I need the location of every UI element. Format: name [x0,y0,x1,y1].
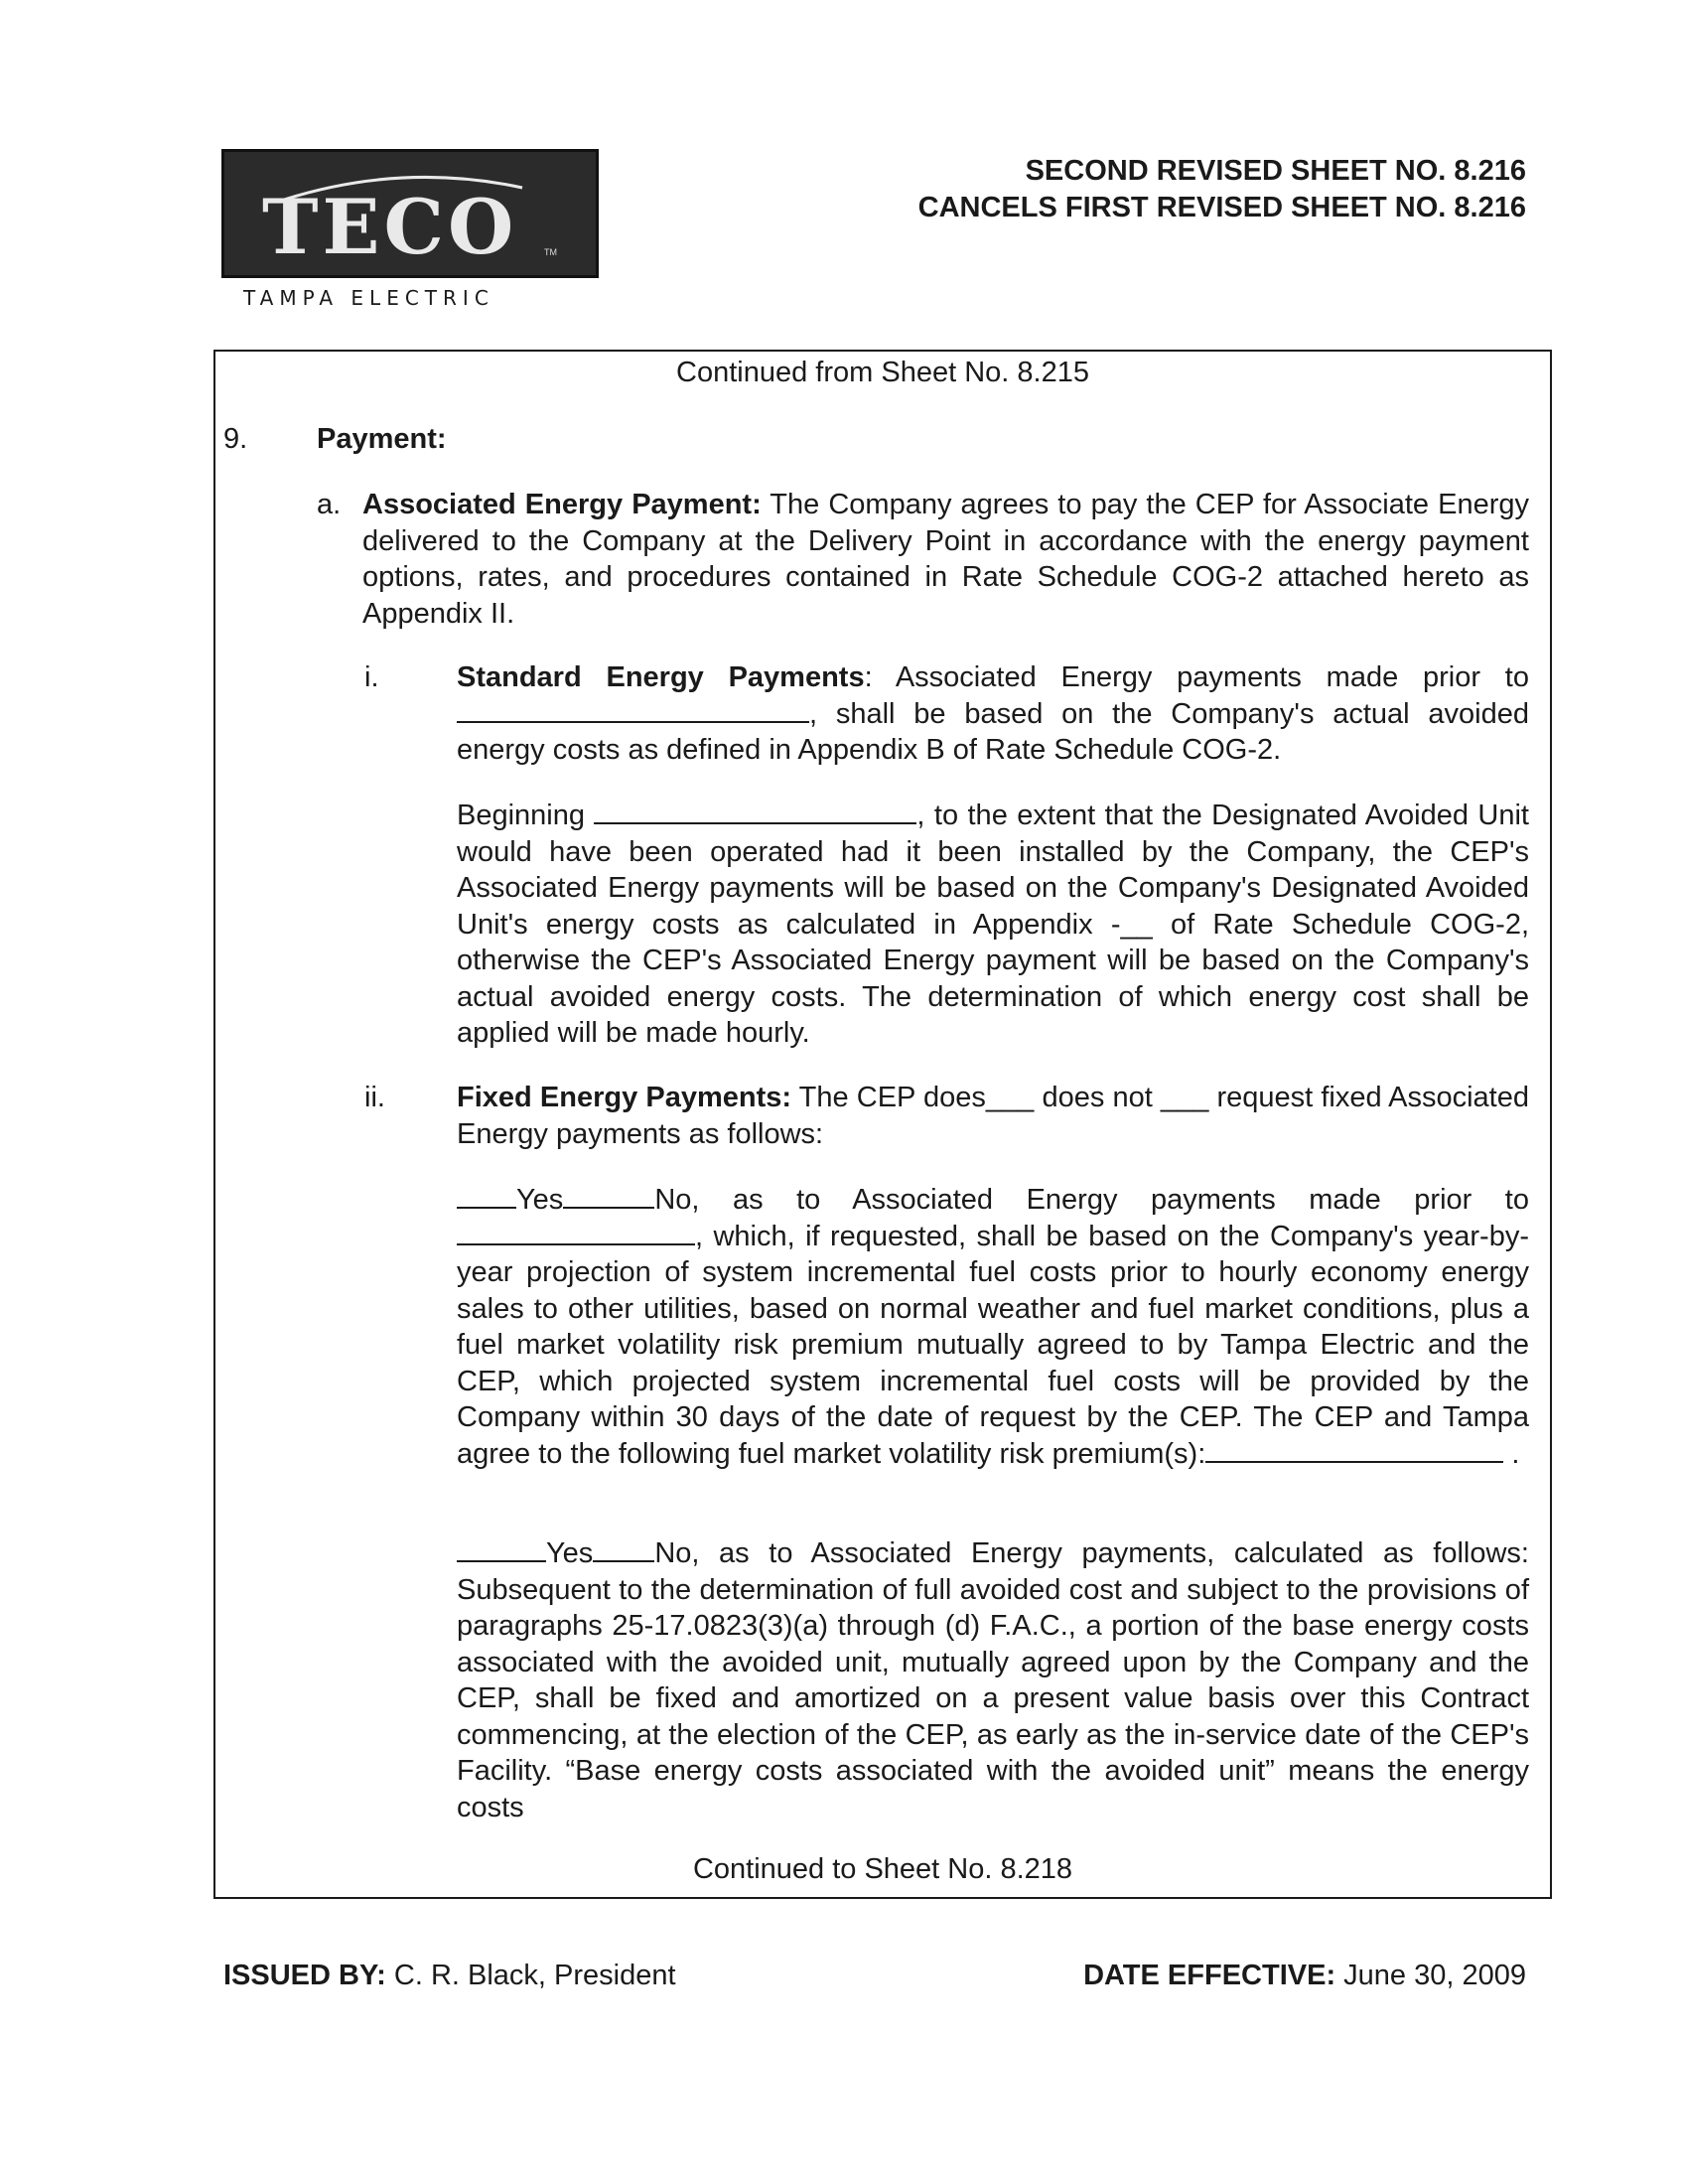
item-ii-heading: Fixed Energy Payments: [457,1082,792,1113]
issued-by [223,1960,676,1992]
item-a-heading: Associated Energy Payment: [362,489,762,520]
item-i-date-blank [457,696,809,723]
issued-by-label: ISSUED BY: [223,1960,386,1991]
item-i-text-1: : Associated Energy payments made prior to [864,661,1529,693]
trademark-mark: TM [544,247,557,257]
option-2-yes-blank [457,1535,546,1562]
sheet-number-line: SECOND REVISED SHEET NO. 8.216 [1025,155,1526,187]
item-i-beginning-blank [594,798,916,824]
item-ii-paragraph [457,1080,1529,1152]
section-title-text: Payment: [317,423,447,455]
item-i-paragraph [457,659,1529,769]
section-title [317,421,447,458]
option-1-no-blank [563,1182,654,1209]
company-logo [221,149,599,278]
option-1-rest: , which, if requested, shall be based on the Company's year-by-year projection of system incremental fuel costs prior to hourly economy energy sales to other utilities, based on normal weather and fuel market conditions, plus a fuel market volatility risk premium mutually agreed to by Tampa Electric and the CEP, which projected system incremental fuel costs will be provided by the Company within 30 days of the date of request by the CEP. The CEP and Tampa agree to the following fuel market volatility risk premium(s): [457,1220,1529,1470]
option-2-no: No, as to Associated Energy payments, calculated as follows: Subsequent to the determination of full avoided cost and subject to the provisions of paragraphs 25-17.0823(3)(a) through (d) F.A.C., a portion of the base energy costs associated with the avoided unit, mutually agreed upon by the Company and the CEP, shall be fixed and amortized on a present value basis over this Contract commencing, at the election of the CEP, as early as the in-service date of the CEP's Facility. “Base energy costs associated with the avoided unit” means the energy costs [457,1537,1529,1823]
item-a-text: The Company agrees to pay the CEP for Associate Energy delivered to the Company at the Delivery Point in accordance with the energy payment options, rates, and procedures contained in Rate Schedule COG-2 attached hereto as Appendix II. [362,489,1529,630]
item-ii-marker: ii. [364,1082,385,1113]
item-a-marker: a. [317,489,342,520]
item-i-para2-start: Beginning [457,800,595,831]
section-number: 9. [223,423,248,455]
sheet-title [918,153,1526,226]
option-1-date-blank [457,1219,695,1245]
item-i-marker: i. [364,661,379,693]
logo-text: TECO [262,183,518,271]
continued-to: Continued to Sheet No. 8.218 [692,1853,1073,1885]
option-1-no: No, as to Associated Energy payments made prior to [654,1184,1529,1216]
item-i-paragraph-2 [457,798,1529,1052]
option-1-paragraph [457,1182,1529,1472]
option-1-yes-blank [457,1182,516,1209]
option-1-yes: Yes [516,1184,564,1216]
logo-subtitle: TAMPA ELECTRIC [243,286,494,310]
option-2-yes: Yes [546,1537,594,1569]
item-i-text-2: , shall be based on the Company's actual avoided energy costs as defined in Appendix B of Rate Schedule COG-2. [457,697,1529,766]
continued-from: Continued from Sheet No. 8.215 [676,357,1089,388]
date-effective-value: June 30, 2009 [1335,1960,1526,1991]
item-ii-text: The CEP does___ does not ___ request fixed Associated Energy payments as follows: [457,1082,1529,1150]
risk-premium-blank [1205,1436,1503,1463]
date-effective [1083,1960,1526,1992]
item-i-heading: Standard Energy Payments [457,661,865,693]
date-effective-label: DATE EFFECTIVE: [1083,1960,1336,1991]
issued-by-value: C. R. Black, President [385,1960,676,1991]
item-a-paragraph [362,487,1529,632]
option-2-no-blank [593,1535,654,1562]
sheet-cancels-line: CANCELS FIRST REVISED SHEET NO. 8.216 [917,192,1526,223]
item-i-para2-rest: , to the extent that the Designated Avoided Unit would have been operated had it been installed by the Company, the CEP's Associated Energy payments will be based on the Company's Designated Avoided Unit's energy costs as calculated in Appendix -__ of Rate Schedule COG-2, otherwise the CEP's Associated Energy payment will be based on the Company's actual avoided energy costs. The determination of which energy cost shall be applied will be made hourly. [457,800,1529,1049]
option-2-paragraph [457,1535,1529,1825]
option-1-end: . [1503,1437,1520,1470]
